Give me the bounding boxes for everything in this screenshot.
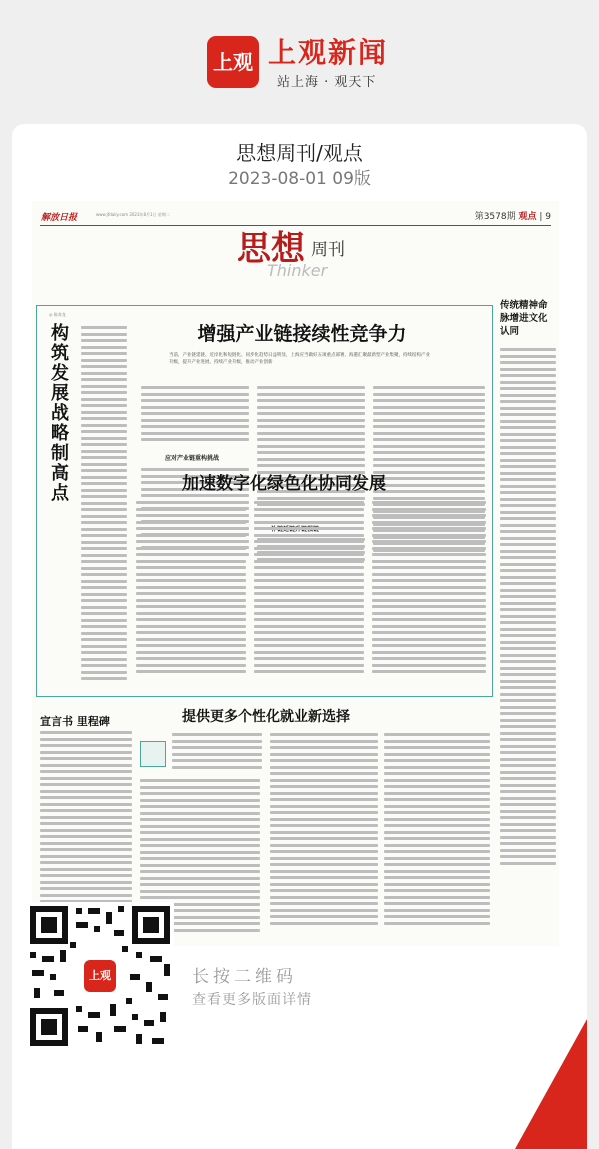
section2-col3 (372, 501, 486, 691)
side-article-body (81, 326, 127, 686)
employment-intro (172, 733, 262, 773)
header-rule (40, 225, 551, 226)
right-column (500, 299, 556, 908)
brand-slogan: 站上海 · 观天下 (277, 75, 377, 90)
employment-col3 (384, 733, 490, 933)
subhead-challenge: 应对产业链重构挑战 (165, 455, 220, 462)
right-body (500, 348, 556, 908)
qr-code[interactable] (26, 902, 174, 1050)
feature-article-frame: ◎ 陈寿龙 构筑发展战略制高点 增强产业链接续性竞争力 当前，产业链延链、近岸化和短链化、同步化趋势日益明显，上海应当做好五项重点部署，海港汇聚最新型产业集聚，持续结构产业升级，提升产业进展、持续产业升级，推动产业创新 应对产业链重构挑战 (36, 305, 493, 697)
newspaper-title: 解放日报 (41, 213, 78, 223)
page-indicator: 第3578期 观点 | 9 (474, 212, 551, 222)
more-pages-label: 查看更多版面详情 (192, 992, 312, 1008)
longpress-label: 长按二维码 (192, 967, 297, 987)
right-headline: 传统精神命脉增进文化认同 (500, 300, 548, 337)
main-body-col1 (141, 386, 249, 448)
bottom-left-body (40, 731, 132, 931)
side-article-title: 构筑发展战略制高点 (51, 323, 69, 504)
qr-center-logo: 上观 (84, 960, 116, 992)
column-logo-icon (140, 741, 166, 767)
section2-col1 (136, 501, 246, 691)
brand-name: 上观新闻 (268, 36, 389, 69)
newspaper-meta: www.jfdaily.com 2023年8月1日 星期二 (96, 212, 170, 217)
section2-col2 (254, 501, 364, 691)
employment-col2 (270, 733, 378, 933)
shangguan-logo: 上观 (207, 36, 259, 88)
app-header (0, 0, 599, 122)
page-curl-decoration (515, 1019, 587, 1149)
newspaper-page-image[interactable] (32, 201, 559, 946)
main-headline: 增强产业链接续性竞争力 (197, 323, 407, 345)
main-lead: 当前，产业链延链、近岸化和短链化、同步化趋势日益明显，上海应当做好五项重点部署，海港汇聚最新型产业集聚，持续结构产业升级，提升产业进展、持续产业升级，推动产业创新 (169, 353, 430, 365)
edition-title: 思想周刊/观点 (236, 141, 363, 165)
bottom-left-headline: 宣言书 里程碑 (40, 715, 110, 728)
thinker-masthead: 思想 周刊 Thinker (237, 229, 345, 280)
digital-green-headline: 加速数字化绿色化协同发展 (182, 474, 386, 494)
employment-headline: 提供更多个性化就业新选择 (182, 709, 350, 725)
edition-card (12, 124, 587, 1149)
edition-date: 2023-08-01 09版 (228, 169, 371, 189)
